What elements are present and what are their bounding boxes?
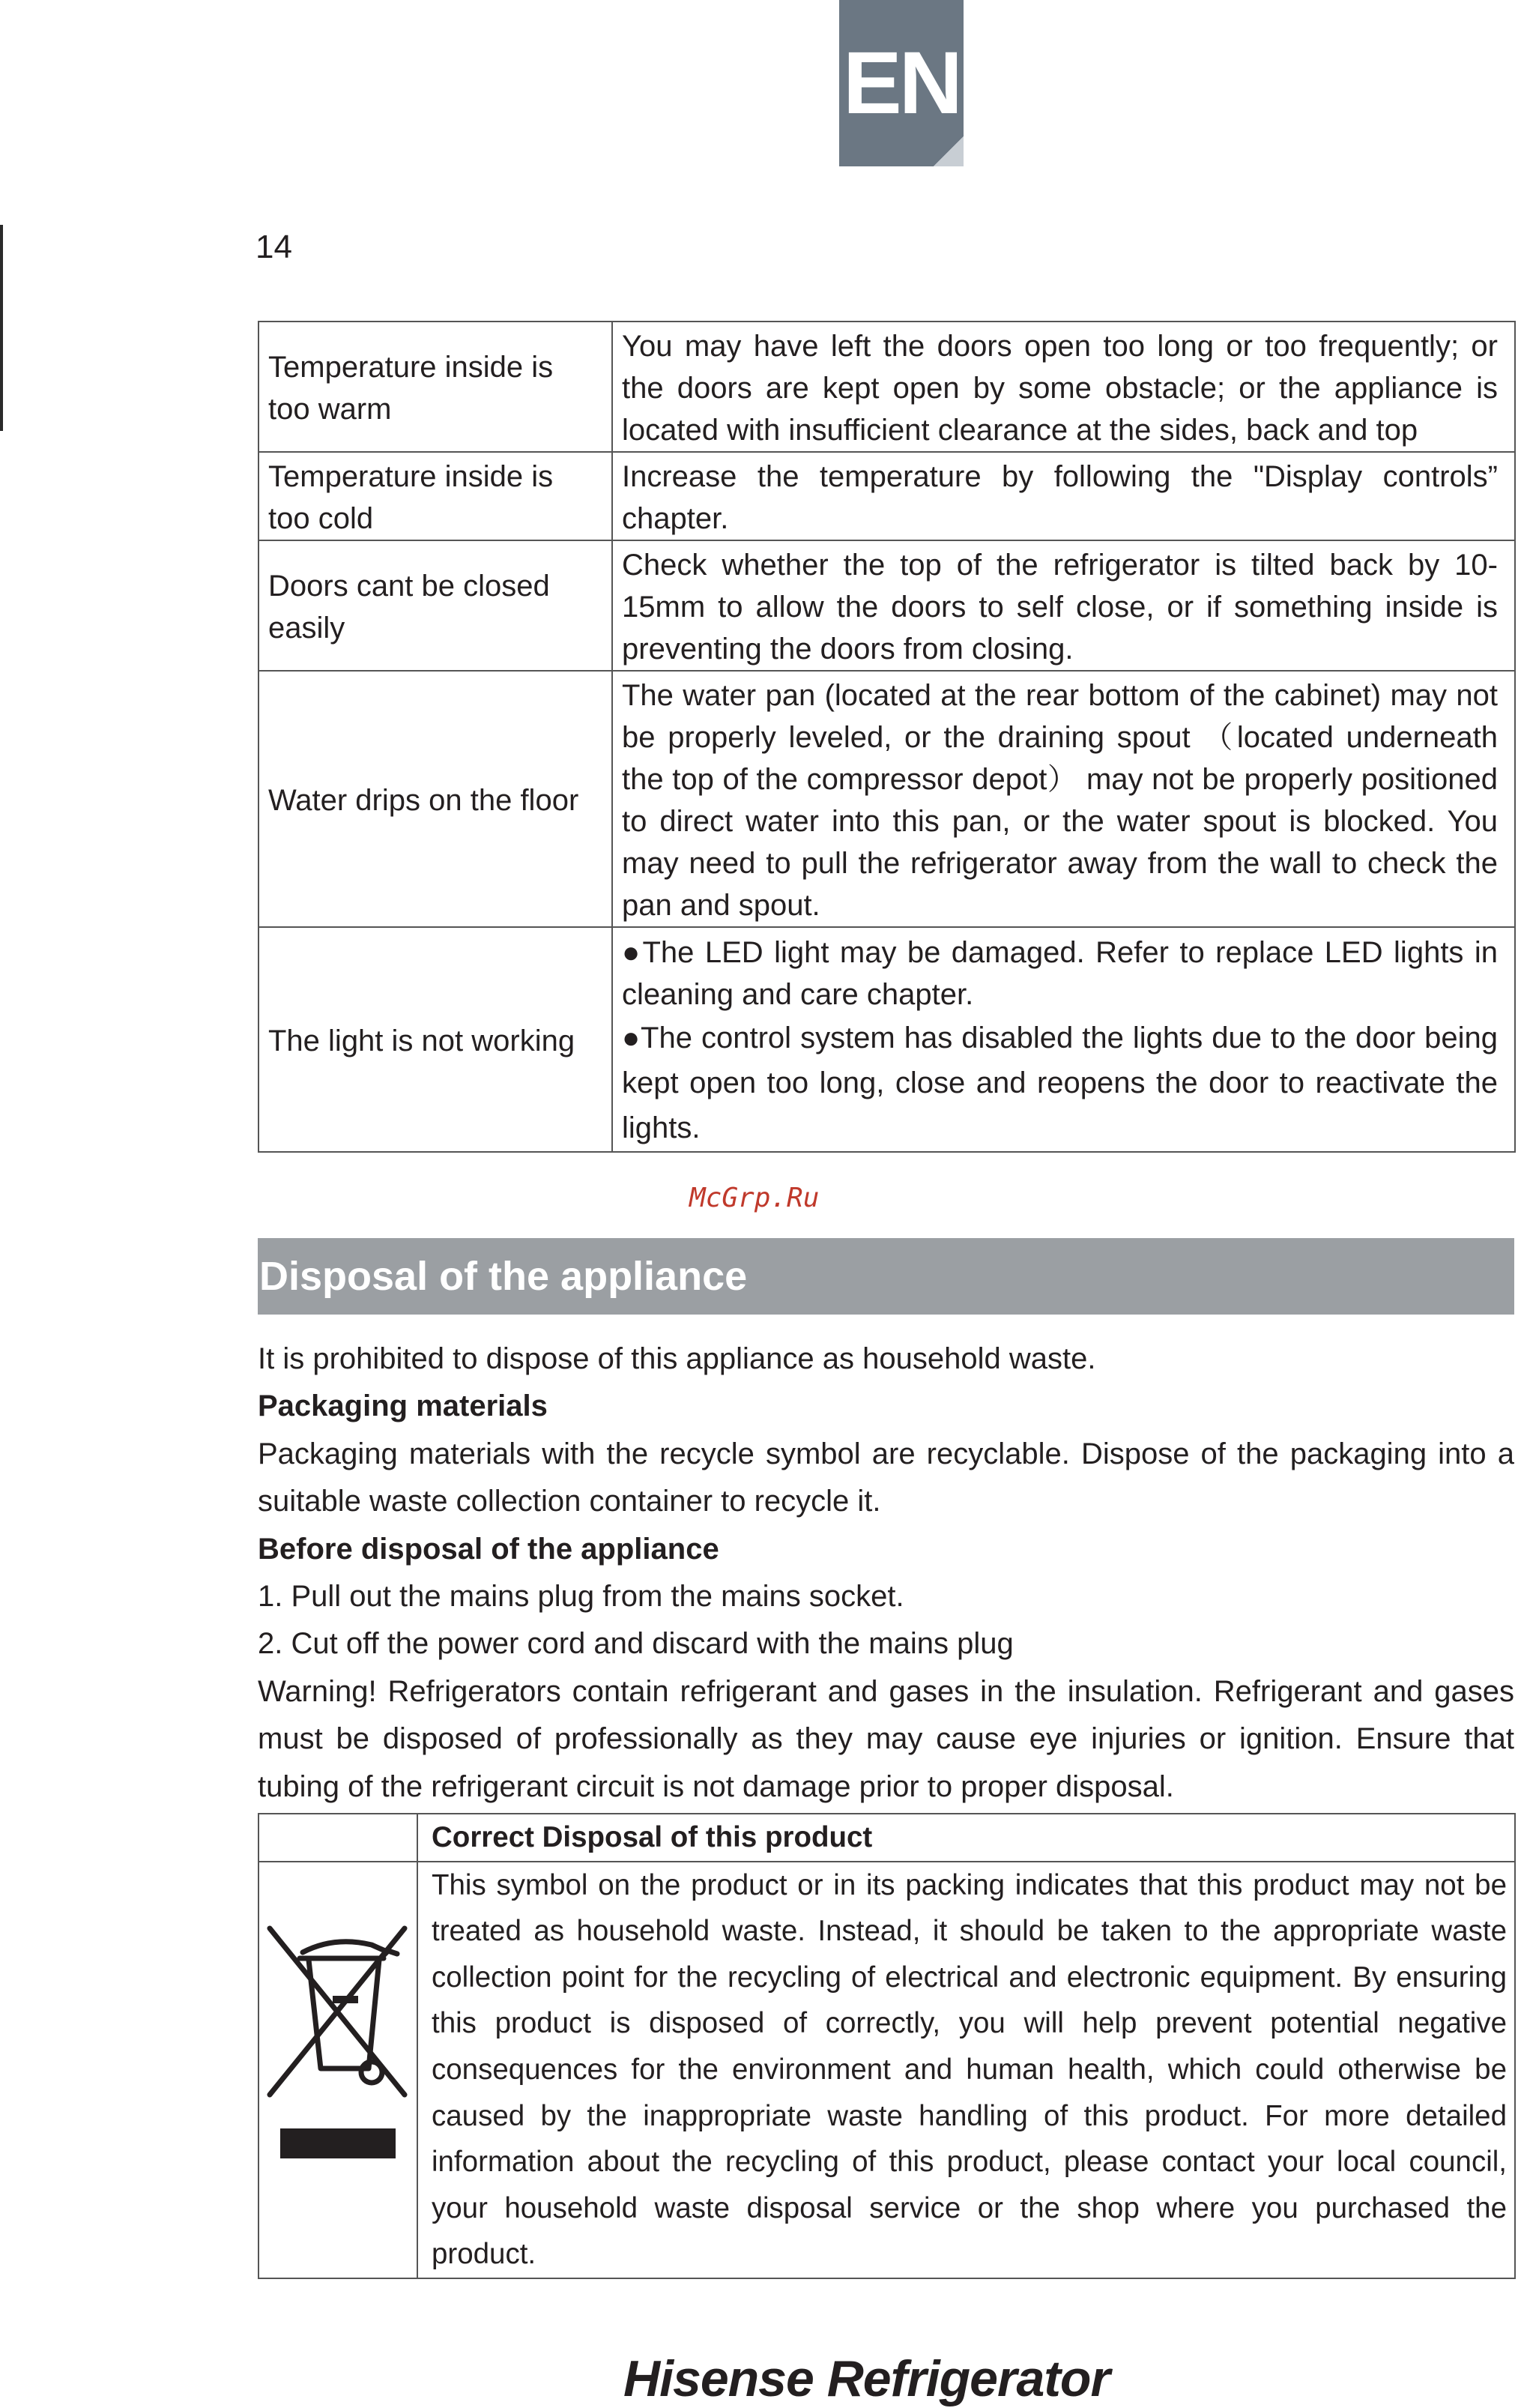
weee-table (258, 1813, 1516, 2279)
language-label: EN (843, 34, 960, 133)
weee-body-text: This symbol on the product or in its packing indicates that this product may not be treated as household waste. Instead, it should be taken to the appropriate waste collection point for the recycling of electrical and electronic equipment. By ensuring this product is disposed of correctly, you will help prevent potential negative consequences for the environment and human health, which could otherwise be caused by the inappropriate waste handling of this product. For more detailed information about the recycling of this product, please contact your local council, your household waste disposal service or the shop where you purchased the product. (417, 1862, 1515, 2278)
table-row (258, 927, 1515, 1152)
solution-cell: You may have left the doors open too long or too frequently; or the doors are kept open by some obstacle; or the appliance is located with insufficient clearance at the sides, back and top (612, 322, 1515, 452)
page-number: 14 (255, 229, 292, 265)
problem-cell: Doors cant be closed easily (258, 540, 612, 671)
section-heading: Disposal of the appliance (258, 1238, 1514, 1315)
packaging-paragraph: Packaging materials with the recycle symbol are recyclable. Dispose of the packaging into a suitable waste collection container to recycle it. (258, 1437, 1514, 1518)
solution-cell: The water pan (located at the rear bottom of the cabinet) may not be properly leveled, or the draining spout （located underneath the top of the compressor depot） may not be properly positioned to direct water into this pan, or the water spout is blocked. You may need to pull the refrigerator away from the wall to check the pan and spout. (612, 671, 1515, 927)
problem-cell: Water drips on the floor (258, 671, 612, 927)
step-item: 1. Pull out the mains plug from the mains socket. (258, 1580, 904, 1614)
problem-cell: Temperature inside is too warm (258, 322, 612, 452)
solution-cell: Increase the temperature by following the "Display controls” chapter. (612, 452, 1515, 540)
packaging-heading: Packaging materials (258, 1389, 548, 1423)
margin-rule (0, 225, 3, 431)
page-curl-decoration (934, 136, 964, 166)
table-row (258, 671, 1515, 927)
problem-cell: The light is not working (258, 927, 612, 1152)
watermark: McGrp.Ru (689, 1183, 820, 1213)
table-row (258, 322, 1515, 452)
problem-cell: Temperature inside is too cold (258, 452, 612, 540)
solution-bullet: ●The control system has disabled the lights due to the door being kept open too long, close and reopens the door to reactivate the lights. (622, 1022, 1498, 1144)
table-row (258, 540, 1515, 671)
table-row (258, 1814, 1515, 1862)
step-item: 2. Cut off the power cord and discard with the mains plug (258, 1627, 1014, 1661)
solution-cell (612, 927, 1515, 1152)
brand-footer: Hisense Refrigerator (623, 2350, 1110, 2407)
warning-paragraph: Warning! Refrigerators contain refrigerant and gases in the insulation. Refrigerant and gases must be disposed of professionally as they may cause eye injuries or ignition. Ensure that tubing of the refrigerant circuit is not damage prior to proper disposal. (258, 1674, 1514, 1803)
solution-bullet: ●The LED light may be damaged. Refer to replace LED lights in cleaning and care chapter. (622, 936, 1498, 1011)
empty-header-cell (258, 1814, 417, 1862)
disposal-section (258, 1336, 1514, 1811)
table-row (258, 1862, 1515, 2278)
crossed-out-wheelie-bin-icon (259, 1862, 417, 2177)
weee-heading: Correct Disposal of this product (417, 1814, 1515, 1862)
troubleshooting-table (258, 321, 1516, 1153)
before-disposal-heading: Before disposal of the appliance (258, 1532, 719, 1566)
table-row (258, 452, 1515, 540)
intro-paragraph: It is prohibited to dispose of this appliance as household waste. (258, 1342, 1096, 1375)
solution-cell: Check whether the top of the refrigerator is tilted back by 10-15mm to allow the doors to self close, or if something inside is preventing the doors from closing. (612, 540, 1515, 671)
weee-icon-cell (258, 1862, 417, 2278)
language-tab (839, 0, 964, 166)
